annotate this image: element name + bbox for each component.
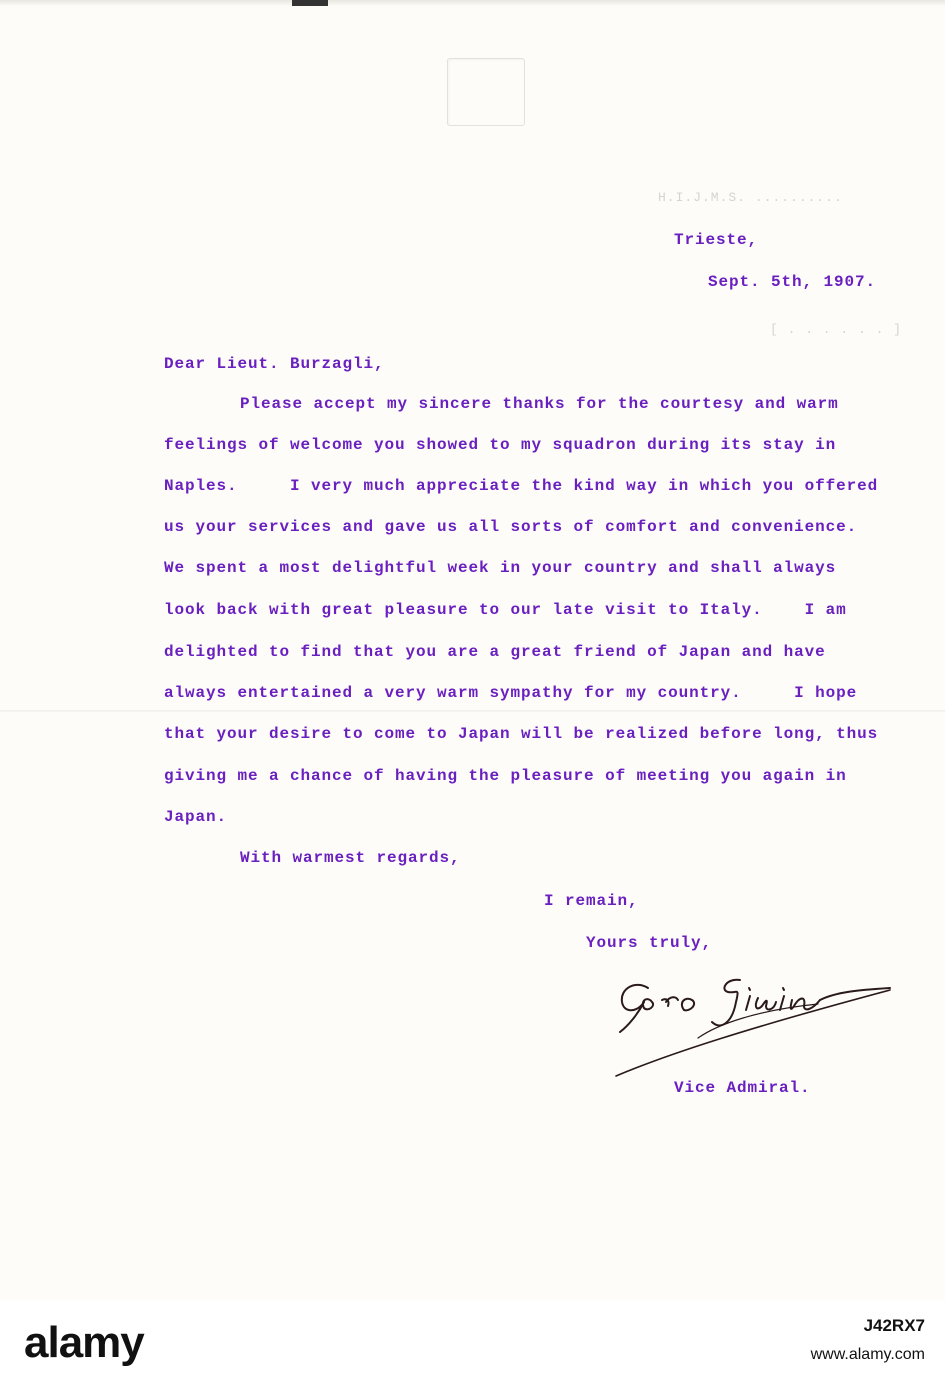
letter-salutation: Dear Lieut. Burzagli,: [164, 355, 385, 373]
signature-image: [608, 966, 908, 1086]
letter-closing-remain: I remain,: [544, 892, 639, 910]
body-line: that your desire to come to Japan will be realized before long, thus: [164, 725, 879, 743]
body-line: giving me a chance of having the pleasure of meeting you again in: [164, 767, 847, 785]
letter-date: Sept. 5th, 1907.: [708, 273, 877, 291]
stock-logo: alamy: [24, 1318, 144, 1367]
letter-title: Vice Admiral.: [674, 1079, 811, 1097]
corner-mark: [292, 0, 328, 6]
letter-place: Trieste,: [674, 231, 759, 249]
body-line: delighted to find that you are a great friend of Japan and have: [164, 643, 826, 661]
embossed-seal: [447, 58, 525, 126]
body-line: Please accept my sincere thanks for the courtesy and warm: [240, 395, 839, 413]
body-line: look back with great pleasure to our late visit to Italy. I am: [164, 601, 847, 619]
bleed-through-text: [ . . . . . . ]: [770, 322, 903, 337]
body-line: always entertained a very warm sympathy for my country. I hope: [164, 684, 858, 702]
image-id: J42RX7: [863, 1316, 925, 1335]
body-line: Naples. I very much appreciate the kind way in which you offered: [164, 477, 879, 495]
bleed-through-text: H.I.J.M.S. ..........: [658, 190, 843, 205]
body-line: Japan.: [164, 808, 228, 826]
letter-closing-yours: Yours truly,: [586, 934, 713, 952]
paper-fold: [0, 710, 945, 712]
body-line: We spent a most delightful week in your country and shall always: [164, 559, 837, 577]
letter-regards: With warmest regards,: [240, 849, 461, 867]
stock-url: www.alamy.com: [810, 1346, 925, 1363]
body-line: us your services and gave us all sorts of comfort and convenience.: [164, 518, 858, 536]
body-line: feelings of welcome you showed to my squadron during its stay in: [164, 436, 837, 454]
